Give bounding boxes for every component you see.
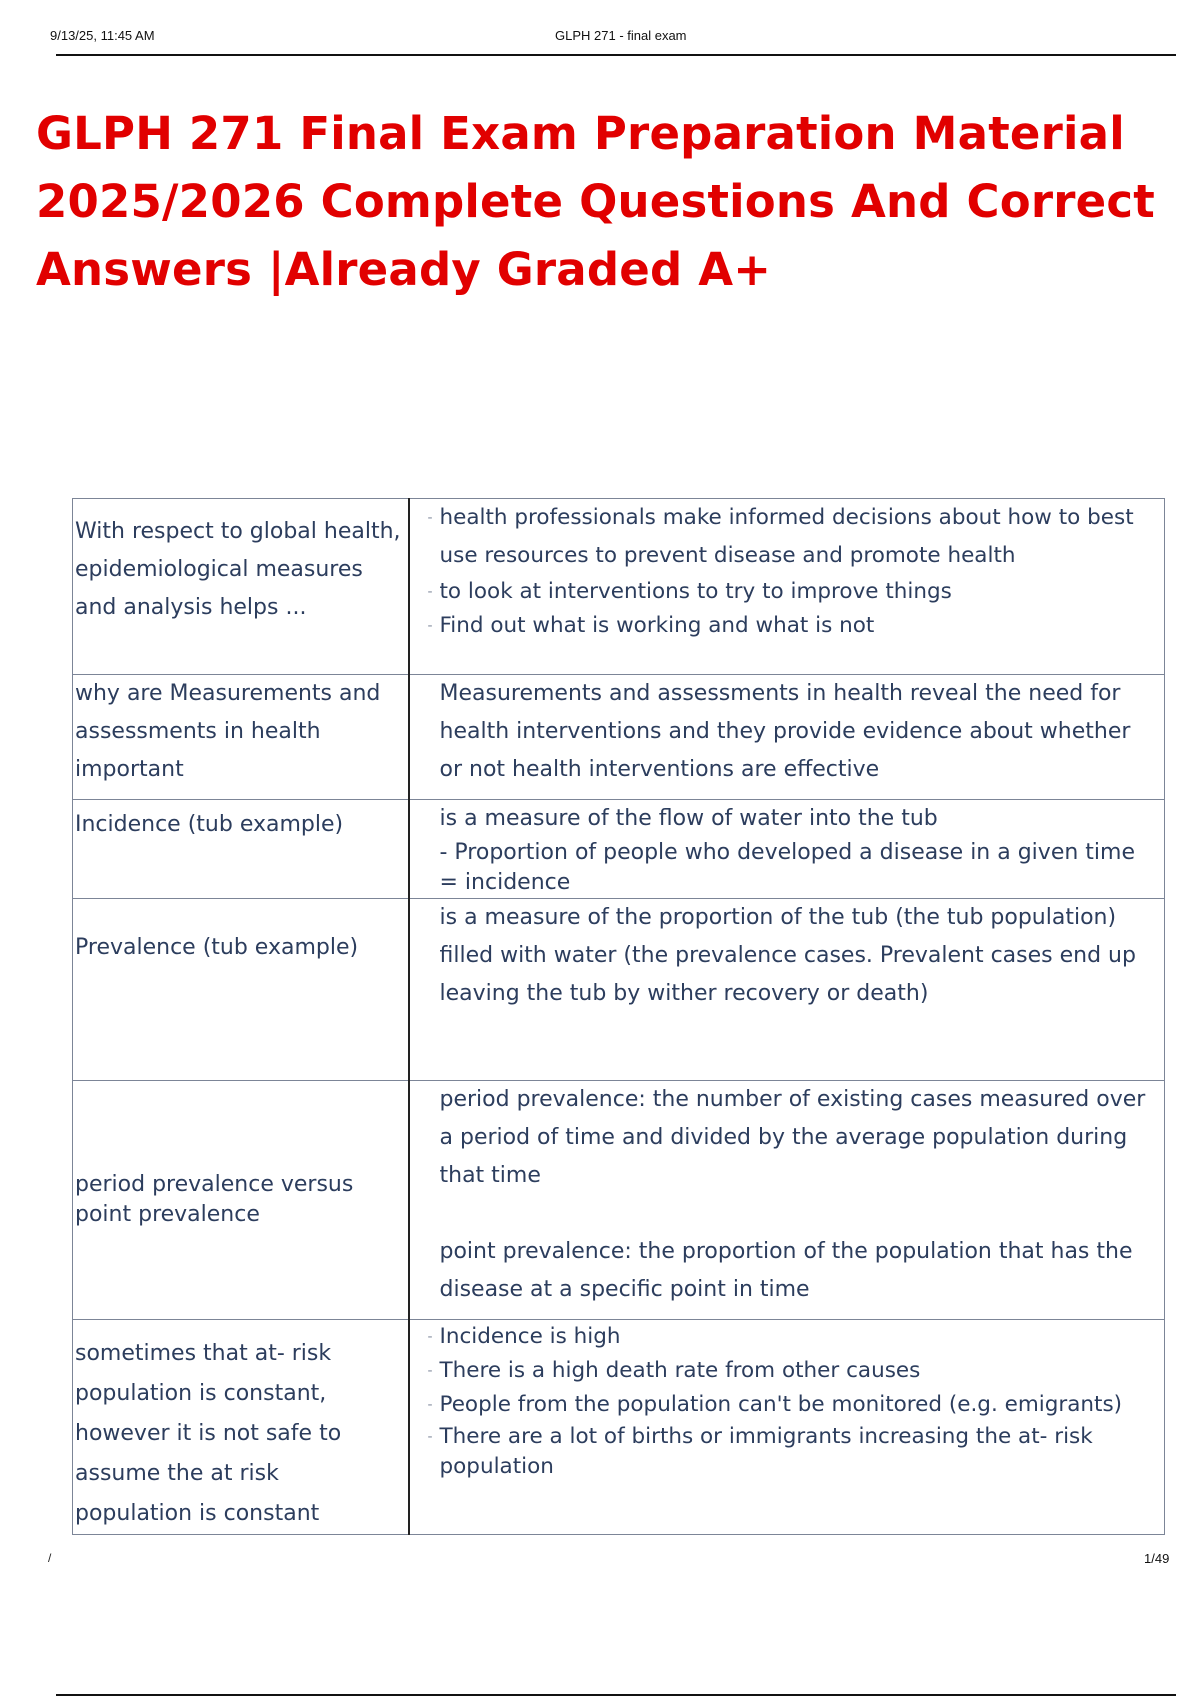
header-rule — [56, 54, 1176, 56]
answer-cell — [409, 675, 1165, 800]
table-row — [73, 675, 1165, 800]
answer-text: point prevalence: the proportion of the population that has the disease at a specific point in time — [439, 1239, 1133, 1302]
question-cell — [73, 499, 409, 675]
question-cell — [73, 899, 409, 1081]
table-row — [73, 1081, 1165, 1320]
list-item: - Incidence is high — [430, 1320, 1159, 1354]
question-text: period prevalence versus point prevalence — [75, 1172, 354, 1227]
answer-cell — [409, 499, 1165, 675]
question-text: Incidence (tub example) — [75, 812, 344, 837]
answer-cell — [409, 1081, 1165, 1320]
question-cell — [73, 1320, 409, 1535]
question-cell — [73, 800, 409, 899]
table-row — [73, 499, 1165, 675]
document-title: GLPH 271 Final Exam Preparation Material 2025/2026 Complete Questions And Correct Answers |Already Graded A+ — [36, 107, 1155, 296]
page-number: 1/49 — [1144, 1551, 1170, 1566]
answer-text: is a measure of the flow of water into the tub — [439, 806, 938, 831]
table-row — [73, 800, 1165, 899]
answer-text: Measurements and assessments in health reveal the need for health interventions and they provide evidence about whether or not health interventions are effective — [439, 681, 1131, 782]
answer-list — [430, 499, 1159, 643]
question-text: sometimes that at- risk population is constant, however it is not safe to assume the at risk population is constant — [75, 1341, 342, 1526]
list-item: - health professionals make informed decisions about how to best use resources to prevent disease and promote health — [430, 499, 1159, 575]
answer-text: period prevalence: the number of existing cases measured over a period of time and divided by the average population during that time — [439, 1087, 1146, 1188]
answer-text: - Proportion of people who developed a disease in a given time = incidence — [439, 840, 1135, 895]
table-row — [73, 899, 1165, 1081]
print-header — [50, 28, 1176, 52]
footer-rule — [56, 1694, 1176, 1696]
question-text: why are Measurements and assessments in health important — [75, 681, 381, 782]
answer-list — [430, 1320, 1159, 1482]
print-doc-title: GLPH 271 - final exam — [555, 28, 687, 43]
list-item: - People from the population can't be monitored (e.g. emigrants) — [430, 1388, 1159, 1422]
list-item: - to look at interventions to try to improve things — [430, 575, 1159, 609]
table-row — [73, 1320, 1165, 1535]
answer-cell — [409, 800, 1165, 899]
question-text: Prevalence (tub example) — [75, 935, 359, 960]
list-item: - There are a lot of births or immigrants increasing the at- risk population — [430, 1422, 1159, 1482]
print-datetime: 9/13/25, 11:45 AM — [50, 28, 155, 43]
list-item: - There is a high death rate from other causes — [430, 1354, 1159, 1388]
qa-table — [72, 498, 1165, 1535]
list-item: - Find out what is working and what is not — [430, 609, 1159, 643]
question-cell — [73, 1081, 409, 1320]
footer-left-mark: / — [48, 1551, 52, 1565]
question-text: With respect to global health, epidemiological measures and analysis helps ... — [75, 519, 401, 620]
answer-cell — [409, 899, 1165, 1081]
answer-cell — [409, 1320, 1165, 1535]
paragraph-gap — [440, 1195, 1159, 1233]
answer-text: is a measure of the proportion of the tub (the tub population) filled with water (the prevalence cases. Prevalent cases end up leaving the tub by wither recovery or death) — [439, 905, 1136, 1006]
question-cell — [73, 675, 409, 800]
